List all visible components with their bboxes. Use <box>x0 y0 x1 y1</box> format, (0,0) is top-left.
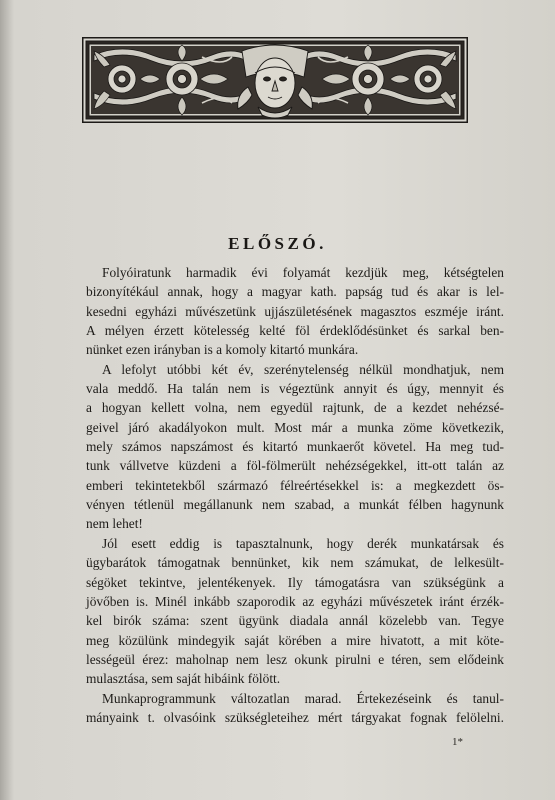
paragraph <box>86 263 504 360</box>
text-line: ügybarátok támogatnak bennünket, kik nem számukat, de lelkesült- <box>86 555 504 571</box>
body-text <box>86 263 504 727</box>
text-line: Folyóiratunk harmadik évi folyamát kezdjük meg, kétségtelen <box>102 265 504 280</box>
text-line: bizonyítékául annak, hogy a magyar kath. papság tud és akar is lel- <box>86 284 504 300</box>
text-line: ségöket tekintve, jelentékenyek. Ily támogatásra van szükségünk a <box>86 574 504 590</box>
ornamental-headpiece-icon <box>82 37 468 123</box>
text-line: Jól esett eddig is tapasztalnunk, hogy derék munkatársak és <box>102 535 504 551</box>
paragraph <box>86 360 504 534</box>
text-line: vala meddő. Ha talán nem is végeztünk annyit és úgy, mennyit és <box>86 381 504 397</box>
text-line: vényen tétlenül megállanunk nem szabad, a munkát félben hagynunk <box>86 497 504 513</box>
paragraph <box>86 689 504 728</box>
text-line: meg közülünk mindegyik saját körében a mire hivatott, a mit köte- <box>86 632 504 648</box>
text-line: mulasztása, sem saját hibáink fölött. <box>86 671 281 687</box>
text-line: lességeül érez: maholnap nem lesz okunk pirulni e téren, sem elődeink <box>86 651 504 667</box>
text-line: tunk vállvetve küzdeni a föl-fölmerült nehézségekkel, itt-ott talán az <box>86 458 504 474</box>
text-line: A mélyen érzett kötelesség kelté föl érdeklődésünket és sarkal ben- <box>86 323 504 339</box>
text-line: Munkaprogrammunk változatlan marad. Értekezéseink és tanul- <box>102 690 504 706</box>
text-line: geivel járó akadályokon mult. Most már a munka zöme következik, <box>86 419 504 435</box>
text-line: kesedni egyházi művészetünk ujjászületésének magasztos eszméje iránt. <box>86 303 504 319</box>
text-line: mányaink t. olvasóink szükségleteihez mért tárgyakat fognak felölelni. <box>86 709 504 725</box>
paragraph <box>86 534 504 689</box>
text-line: mely számos napszámost és kitartó munkaerőt követel. Ha meg tud- <box>86 439 504 455</box>
text-line: nünket ezen irányban is a komoly kitartó munkára. <box>86 342 359 358</box>
signature-mark: 1* <box>452 736 463 748</box>
text-line: nem lehet! <box>86 516 143 532</box>
text-line: A lefolyt utóbbi két év, szerénytelenség nélkül mondhatjuk, nem <box>102 361 504 377</box>
text-line: jövőben is. Minél inkább szaporodik az egyházi művészetek iránt érzék- <box>86 593 504 609</box>
text-line: emberi tekintetekből származó félreértésekkel is: a megkezdett ös- <box>86 477 504 493</box>
text-line: kel birók száma: szent ügyünk diadala annál közelebb van. Tegye <box>86 613 504 629</box>
page-title: ELŐSZÓ. <box>228 234 327 253</box>
text-line: a hogyan kellett volna, nem egyedül rajtunk, de a kezdet nehézsé- <box>86 400 504 416</box>
